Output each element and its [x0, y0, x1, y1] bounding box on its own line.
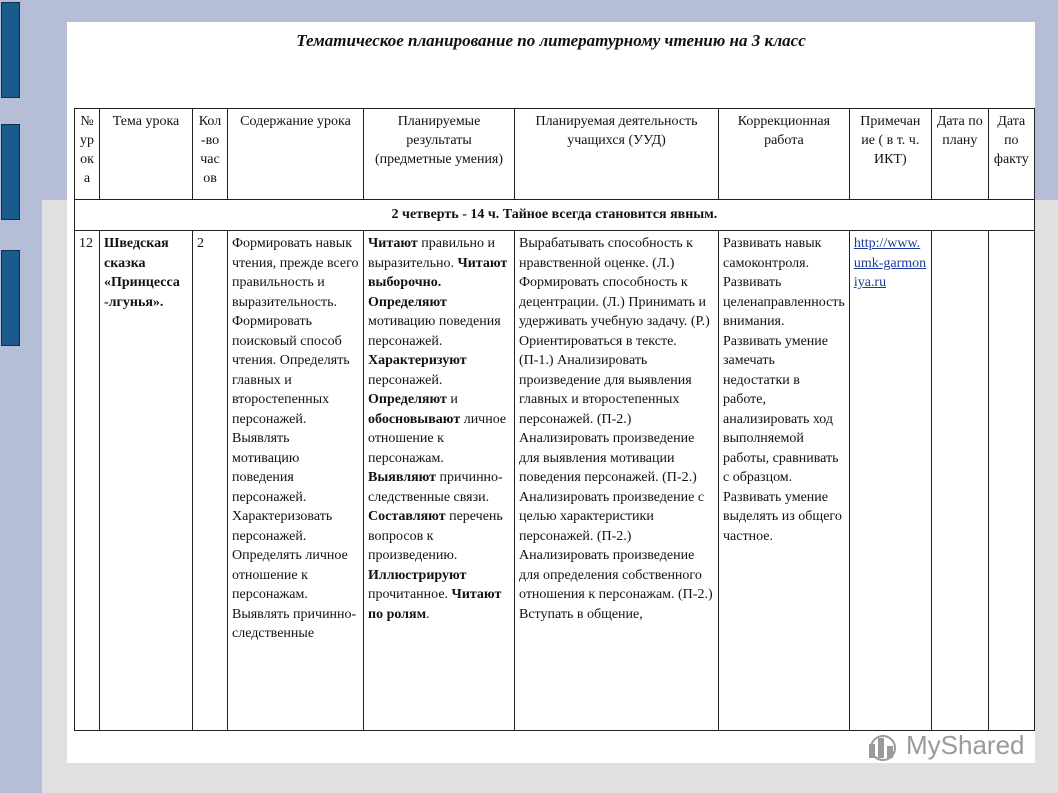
col-header-results: Планируемые результаты (предметные умения)	[364, 109, 515, 200]
quarter-heading: 2 четверть - 14 ч. Тайное всегда становится явным.	[75, 200, 1035, 231]
results-text: мотивацию поведения персонажей.	[368, 314, 501, 349]
side-tab-2	[1, 124, 20, 220]
col-header-uud: Планируемая деятельность учащихся (УУД)	[515, 109, 719, 200]
side-tab-1	[1, 2, 20, 98]
results-verb: Определяют	[368, 294, 447, 310]
lesson-date-plan	[931, 231, 988, 731]
col-header-content: Содержание урока	[228, 109, 364, 200]
results-verb: Читают	[368, 236, 418, 251]
lesson-correction: Развивать навык самоконтроля. Развивать целенаправленность внимания. Развивать умение замечать недостатки в работе, анализировать ход выполняемой работы, сравнивать с образцом. Развивать умение выделять из общего частное.	[719, 231, 850, 731]
col-header-date-fact: Дата по факту	[988, 109, 1034, 200]
lesson-results	[364, 231, 515, 731]
results-verb: Читают выборочно.	[368, 255, 508, 290]
quarter-row	[75, 200, 1035, 231]
results-text: личное отношение к персонажам.	[368, 411, 507, 466]
lesson-hours: 2	[193, 231, 228, 731]
col-header-date-plan: Дата по плану	[931, 109, 988, 200]
results-text: правильно и выразительно.	[368, 236, 495, 271]
lesson-content: Формировать навык чтения, прежде всего правильность и выразительность. Формировать поисковый способ чтения. Определять главных и второстепенных персонажей. Выявлять мотивацию поведения персонажей. Характеризовать персонажей. Определять личное отношение к персонажам. Выявлять причинно-следственные	[228, 231, 364, 731]
lesson-number: 12	[75, 231, 100, 731]
results-verb: Определяют	[368, 392, 447, 407]
results-verb: Выявляют	[368, 470, 437, 485]
results-text: .	[426, 606, 430, 622]
watermark-text: MyShared	[906, 730, 1025, 760]
results-text: и	[446, 392, 458, 407]
slide-background-left	[0, 0, 42, 793]
results-text: прочитанное.	[368, 587, 452, 602]
col-header-topic: Тема урока	[100, 109, 193, 200]
results-verb: Характеризуют	[368, 353, 467, 368]
col-header-number: № ур ок а	[75, 109, 100, 200]
umk-garmoniya-link[interactable]: http://www.umk-garmoniya.ru	[853, 236, 927, 290]
table-row	[75, 231, 1035, 731]
slide-title: Тематическое планирование по литературному чтению на 3 класс	[296, 31, 806, 50]
slide-page	[67, 22, 1035, 763]
planning-table	[74, 108, 1035, 731]
results-verb: Составляют	[368, 509, 446, 524]
col-header-hours: Кол -во час ов	[193, 109, 228, 200]
results-verb: Иллюстрируют	[368, 567, 467, 583]
watermark	[868, 730, 1028, 766]
results-text: персонажей.	[368, 372, 443, 388]
results-text: причинно-следственные связи.	[368, 470, 503, 505]
results-verb: обосновывают	[368, 411, 461, 427]
lesson-date-fact	[988, 231, 1034, 731]
col-header-correction: Коррекционная работа	[719, 109, 850, 200]
lesson-topic: Шведская сказка «Принцесса -лгунья».	[100, 231, 193, 731]
results-text: перечень вопросов к произведению.	[368, 509, 503, 563]
results-verb: Читают по ролям	[368, 587, 502, 622]
header-row	[75, 109, 1035, 200]
side-tab-3	[1, 250, 20, 346]
lesson-note	[849, 231, 931, 731]
col-header-note: Примечан ие ( в т. ч. ИКТ)	[849, 109, 931, 200]
lesson-uud: Вырабатывать способность к нравственной оценке. (Л.) Формировать способность к децентрации. (Л.) Принимать и удерживать учебную задачу. (Р.) Ориентироваться в тексте. (П-1.) Анализировать произведение для выявления главных и второстепенных персонажей. (П-2.) Анализировать произведение для выявления мотивации поведения персонажей. (П-2.) Анализировать произведение с целью характеристики персонажей. (П-2.) Анализировать произведение для определения собственного отношения к персонажам. (П-2.) Вступать в общение,	[515, 231, 719, 731]
myshared-logo-icon	[868, 734, 898, 762]
